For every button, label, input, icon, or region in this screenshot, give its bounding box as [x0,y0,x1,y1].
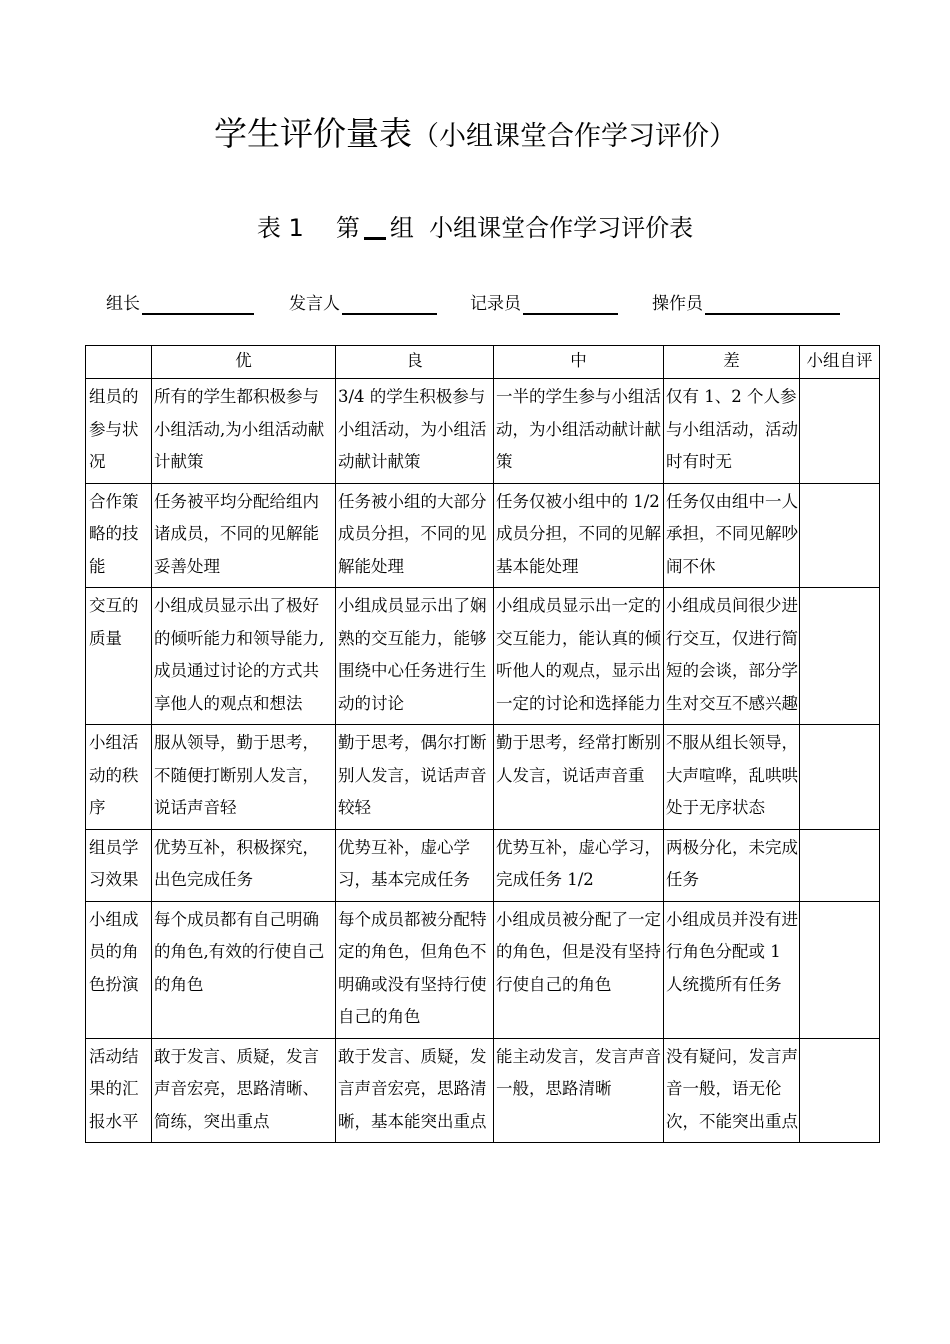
table-header-row [86,346,880,379]
role-blank[interactable] [342,291,437,315]
average-cell: 优势互补，虚心学习，完成任务 1/2 [494,829,664,901]
poor-cell: 仅有 1、2 个人参与小组活动，活动时有时无 [664,379,800,484]
role-label: 操作员 [652,294,703,314]
header-self-eval: 小组自评 [800,346,880,379]
caption-prefix: 表 1 [256,214,304,242]
self-eval-cell[interactable] [800,829,880,901]
poor-cell: 任务仅由组中一人承担，不同见解吵闹不休 [664,483,800,588]
poor-cell: 小组成员并没有进行角色分配或 1 人统揽所有任务 [664,901,800,1038]
table-row [86,588,880,725]
self-eval-cell[interactable] [800,588,880,725]
table-row [86,1038,880,1143]
role-blank[interactable] [705,291,840,315]
criterion-cell: 小组活动的秩序 [86,725,152,830]
table-row [86,901,880,1038]
role-operator [652,290,840,318]
header-excellent: 优 [152,346,336,379]
caption-zu: 组 [389,214,414,242]
poor-cell: 两极分化，未完成任务 [664,829,800,901]
table-row [86,379,880,484]
document-title [0,112,950,159]
role-recorder [470,290,618,318]
self-eval-cell[interactable] [800,483,880,588]
criterion-cell: 组员的参与状况 [86,379,152,484]
good-cell: 小组成员显示出了娴熟的交互能力，能够围绕中心任务进行生动的讨论 [336,588,494,725]
table-row [86,725,880,830]
good-cell: 每个成员都被分配特定的角色，但角色不明确或没有坚持行使自己的角色 [336,901,494,1038]
caption-name: 小组课堂合作学习评价表 [429,214,694,242]
table-row [86,483,880,588]
average-cell: 能主动发言，发言声音一般，思路清晰 [494,1038,664,1143]
good-cell: 任务被小组的大部分成员分担，不同的见解能处理 [336,483,494,588]
role-label: 组长 [106,294,140,314]
criterion-cell: 组员学习效果 [86,829,152,901]
average-cell: 一半的学生参与小组活动，为小组活动献计献策 [494,379,664,484]
good-cell: 勤于思考，偶尔打断别人发言，说话声音较轻 [336,725,494,830]
good-cell: 3/4 的学生积极参与小组活动，为小组活动献计献策 [336,379,494,484]
table-row [86,829,880,901]
excellent-cell: 任务被平均分配给组内诸成员，不同的见解能妥善处理 [152,483,336,588]
poor-cell: 不服从组长领导，大声喧哗，乱哄哄处于无序状态 [664,725,800,830]
average-cell: 小组成员被分配了一定的角色，但是没有坚持行使自己的角色 [494,901,664,1038]
header-poor: 差 [664,346,800,379]
title-main: 学生评价量表 [214,114,412,153]
criterion-cell: 交互的质量 [86,588,152,725]
self-eval-cell[interactable] [800,725,880,830]
excellent-cell: 服从领导，勤于思考，不随便打断别人发言，说话声音轻 [152,725,336,830]
excellent-cell: 小组成员显示出了极好的倾听能力和领导能力,成员通过讨论的方式共享他人的观点和想法 [152,588,336,725]
criterion-cell: 合作策略的技能 [86,483,152,588]
good-cell: 敢于发言、质疑，发言声音宏亮，思路清晰，基本能突出重点 [336,1038,494,1143]
role-label: 记录员 [470,294,521,314]
self-eval-cell[interactable] [800,901,880,1038]
average-cell: 小组成员显示出一定的交互能力，能认真的倾听他人的观点，显示出一定的讨论和选择能力 [494,588,664,725]
good-cell: 优势互补，虚心学习，基本完成任务 [336,829,494,901]
poor-cell: 没有疑问，发言声音一般，语无伦次，不能突出重点 [664,1038,800,1143]
evaluation-table [85,345,880,1143]
role-blank[interactable] [142,291,254,315]
title-sub: （小组课堂合作学习评价） [412,121,736,152]
poor-cell: 小组成员间很少进行交互，仅进行简短的会谈，部分学生对交互不感兴趣 [664,588,800,725]
table-caption [0,210,950,246]
criterion-cell: 小组成员的角色扮演 [86,901,152,1038]
group-number-blank[interactable] [364,211,386,240]
self-eval-cell[interactable] [800,1038,880,1143]
average-cell: 勤于思考，经常打断别人发言，说话声音重 [494,725,664,830]
role-label: 发言人 [289,294,340,314]
role-leader [106,290,254,318]
self-eval-cell[interactable] [800,379,880,484]
criterion-cell: 活动结果的汇报水平 [86,1038,152,1143]
role-blank[interactable] [523,291,618,315]
header-average: 中 [494,346,664,379]
caption-di: 第 [335,214,360,242]
excellent-cell: 每个成员都有自己明确的角色,有效的行使自己的角色 [152,901,336,1038]
average-cell: 任务仅被小组中的 1/2 成员分担，不同的见解基本能处理 [494,483,664,588]
excellent-cell: 所有的学生都积极参与小组活动,为小组活动献计献策 [152,379,336,484]
role-speaker [289,290,437,318]
excellent-cell: 优势互补，积极探究，出色完成任务 [152,829,336,901]
header-criterion [86,346,152,379]
excellent-cell: 敢于发言、质疑，发言声音宏亮，思路清晰、简练，突出重点 [152,1038,336,1143]
header-good: 良 [336,346,494,379]
